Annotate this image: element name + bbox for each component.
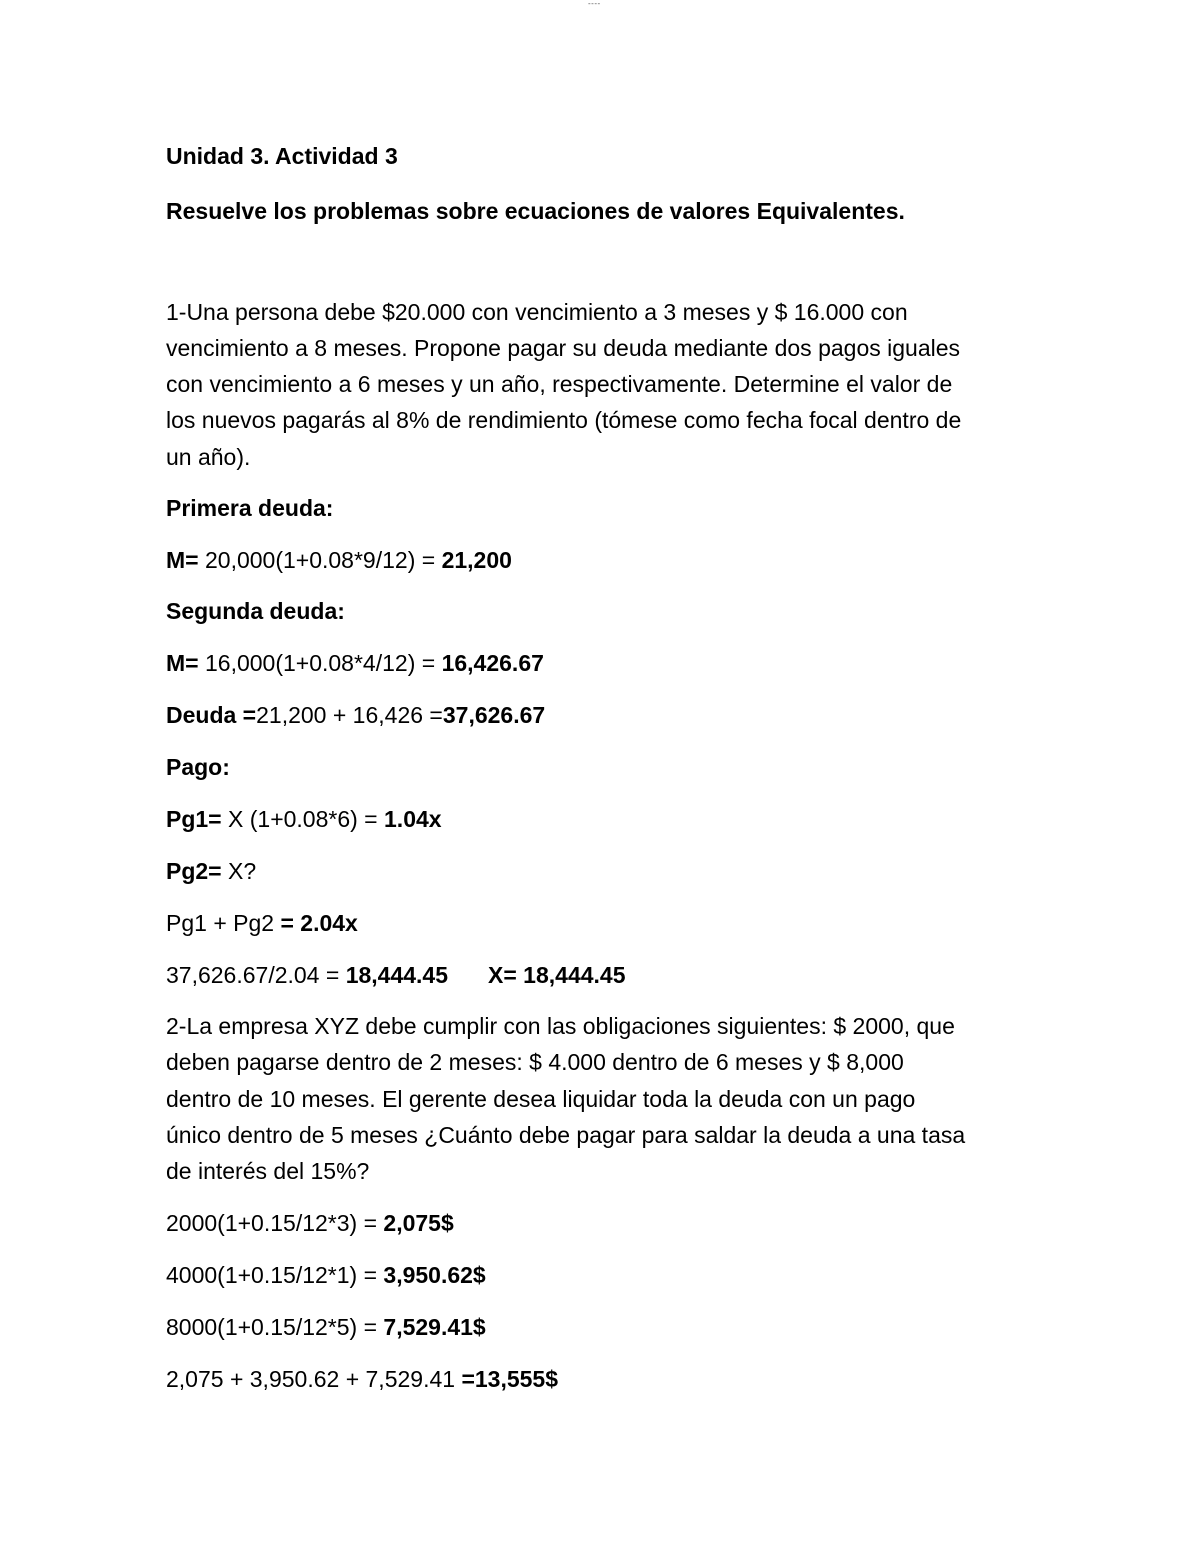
m1-equation [166, 545, 512, 575]
m2-expr: 16,000(1+0.08*4/12) = [198, 650, 442, 676]
deuda-expr: 21,200 + 16,426 = [256, 702, 443, 728]
total-expr: 2,075 + 3,950.62 + 7,529.41 [166, 1366, 462, 1392]
pg1-label: Pg1= [166, 806, 222, 832]
deuda-label: Deuda = [166, 702, 257, 728]
problem1-line-1: 1-Una persona debe $20.000 con vencimiento a 3 meses y $ 16.000 con [166, 299, 908, 325]
calc2-result: 3,950.62$ [383, 1262, 486, 1288]
problem1-line-4: los nuevos pagarás al 8% de rendimiento (tómese como fecha focal dentro de [166, 407, 962, 433]
pg1-result: 1.04x [384, 806, 442, 832]
pg2-equation [166, 856, 256, 886]
division-equation [166, 960, 626, 990]
sum-result: = 2.04x [280, 910, 358, 936]
calc3-equation [166, 1312, 486, 1342]
document-title: Unidad 3. Actividad 3 [166, 143, 398, 169]
deuda-result: 37,626.67 [442, 702, 546, 728]
page-header-mark: ---- [588, 0, 601, 8]
problem2-line-5: de interés del 15%? [166, 1158, 370, 1184]
problem1-line-3: con vencimiento a 6 meses y un año, respectivamente. Determine el valor de [166, 371, 953, 397]
problem1-line-2: vencimiento a 8 meses. Propone pagar su deuda mediante dos pagos iguales [166, 335, 961, 361]
sum-equation [166, 908, 358, 938]
total-result: =13,555$ [461, 1366, 559, 1392]
pg2-label: Pg2= [166, 858, 222, 884]
sum-expr: Pg1 + Pg2 [166, 910, 281, 936]
calc3-result: 7,529.41$ [383, 1314, 486, 1340]
problem2-line-1: 2-La empresa XYZ debe cumplir con las obligaciones siguientes: $ 2000, que [166, 1013, 955, 1039]
pago-label: Pago: [166, 754, 230, 780]
total-equation [166, 1364, 558, 1394]
m1-label: M= [166, 547, 199, 573]
calc2-equation [166, 1260, 486, 1290]
segunda-deuda-label: Segunda deuda: [166, 598, 345, 624]
pg2-expr: X? [221, 858, 257, 884]
deuda-equation [166, 700, 545, 730]
m2-result: 16,426.67 [441, 650, 544, 676]
calc1-equation [166, 1208, 454, 1238]
m1-expr: 20,000(1+0.08*9/12) = [198, 547, 442, 573]
calc2-expr: 4000(1+0.15/12*1) = [166, 1262, 384, 1288]
primera-deuda-label: Primera deuda: [166, 495, 334, 521]
m2-equation [166, 648, 544, 678]
m2-label: M= [166, 650, 199, 676]
calc3-expr: 8000(1+0.15/12*5) = [166, 1314, 384, 1340]
division-expr: 37,626.67/2.04 = [166, 962, 346, 988]
problem2-line-4: único dentro de 5 meses ¿Cuánto debe pagar para saldar la deuda a una tasa [166, 1122, 966, 1148]
instruction-text: Resuelve los problemas sobre ecuaciones de valores Equivalentes. [166, 198, 905, 224]
problem1-line-5: un año). [166, 444, 251, 470]
division-result: 18,444.45 [345, 962, 449, 988]
x-result: X= 18,444.45 [488, 962, 626, 988]
problem2-line-3: dentro de 10 meses. El gerente desea liquidar toda la deuda con un pago [166, 1086, 916, 1112]
pg1-equation [166, 804, 442, 834]
calc1-expr: 2000(1+0.15/12*3) = [166, 1210, 384, 1236]
calc1-result: 2,075$ [383, 1210, 454, 1236]
pg1-expr: X (1+0.08*6) = [221, 806, 385, 832]
problem2-line-2: deben pagarse dentro de 2 meses: $ 4.000 dentro de 6 meses y $ 8,000 [166, 1049, 904, 1075]
m1-result: 21,200 [441, 547, 512, 573]
